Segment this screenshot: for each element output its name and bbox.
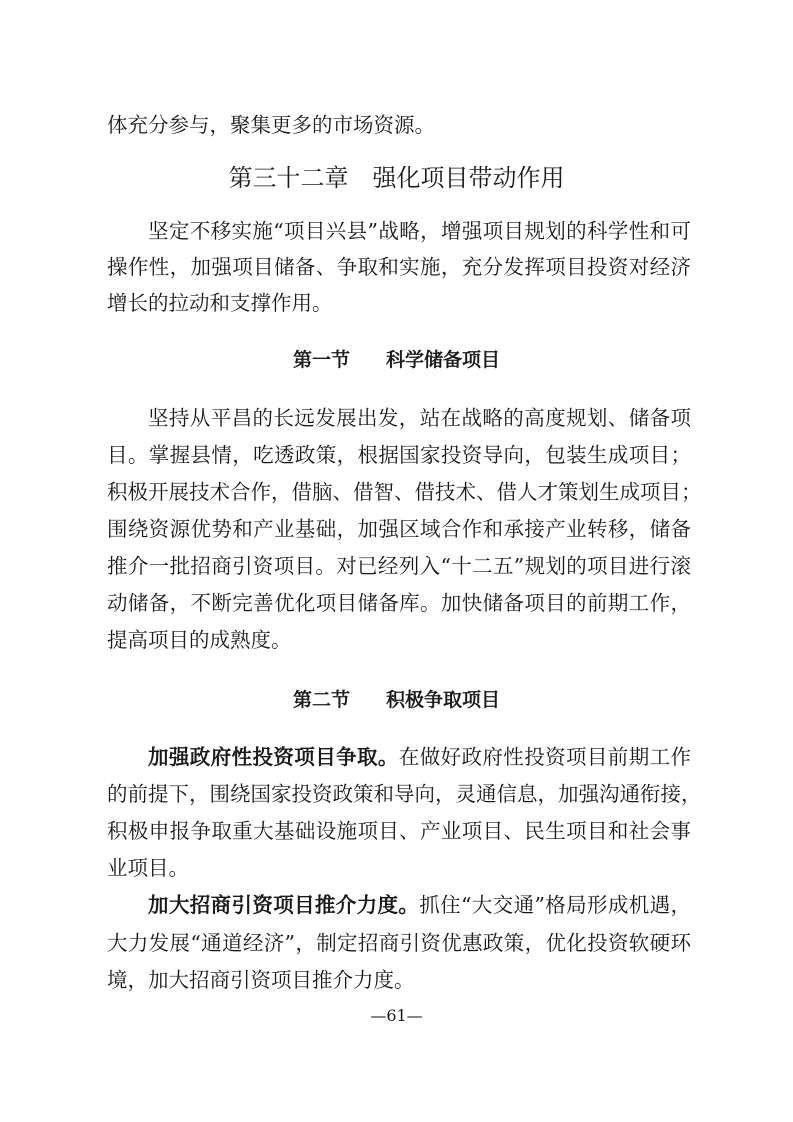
paragraph-line: 积极申报争取重大基础设施项目、产业项目、民生项目和社会事 bbox=[107, 819, 691, 843]
section-heading bbox=[0, 347, 793, 373]
section-heading bbox=[0, 687, 793, 713]
chapter-name: 强化项目带动作用 bbox=[372, 164, 565, 192]
paragraph-text: 在做好政府性投资项目前期工作 bbox=[398, 745, 692, 769]
paragraph-line: 提高项目的成熟度。 bbox=[107, 628, 292, 652]
paragraph-line: 动储备，不断完善优化项目储备库。加快储备项目的前期工作， bbox=[107, 591, 691, 615]
paragraph-line: 境，加大招商引资项目推介力度。 bbox=[107, 968, 415, 992]
paragraph-line: 大力发展“通道经济”，制定招商引资优惠政策，优化投资软硬环 bbox=[107, 931, 691, 955]
paragraph-line: 坚持从平昌的长远发展出发，站在战略的高度规划、储备项 bbox=[148, 406, 691, 430]
paragraph-text: 抓住“大交通”格局形成机遇， bbox=[419, 893, 691, 917]
chapter-number: 第三十二章 bbox=[228, 164, 349, 192]
paragraph-line: 围绕资源优势和产业基础，加强区域合作和承接产业转移，储备 bbox=[107, 517, 691, 541]
paragraph-line: 操作性，加强项目储备、争取和实施，充分发挥项目投资对经济 bbox=[107, 255, 691, 279]
paragraph-line bbox=[148, 892, 691, 918]
page-number: —61— bbox=[370, 1006, 423, 1025]
continued-text: 体充分参与，聚集更多的市场资源。 bbox=[107, 113, 435, 137]
paragraph-line: 积极开展技术合作，借脑、借智、借技术、借人才策划生成项目； bbox=[107, 480, 702, 504]
paragraph-line: 增长的拉动和支撑作用。 bbox=[107, 291, 333, 315]
section-title: 积极争取项目 bbox=[386, 689, 501, 711]
section-number: 第一节 bbox=[292, 349, 350, 371]
section-number: 第二节 bbox=[292, 689, 350, 711]
bold-lead: 加强政府性投资项目争取。 bbox=[148, 745, 399, 769]
paragraph-line: 的前提下，围绕国家投资政策和导向，灵通信息，加强沟通衔接， bbox=[107, 782, 702, 806]
paragraph-line bbox=[148, 744, 691, 770]
section-title: 科学储备项目 bbox=[386, 349, 501, 371]
paragraph-line: 业项目。 bbox=[107, 856, 189, 880]
paragraph-line: 推介一批招商引资项目。对已经列入“十二五”规划的项目进行滚 bbox=[107, 554, 691, 578]
chapter-title bbox=[0, 163, 793, 193]
paragraph-line: 目。掌握县情，吃透政策，根据国家投资导向，包装生成项目； bbox=[107, 443, 691, 467]
paragraph-line: 坚定不移实施“项目兴县”战略，增强项目规划的科学性和可 bbox=[148, 219, 691, 243]
bold-lead: 加大招商引资项目推介力度。 bbox=[148, 893, 420, 917]
